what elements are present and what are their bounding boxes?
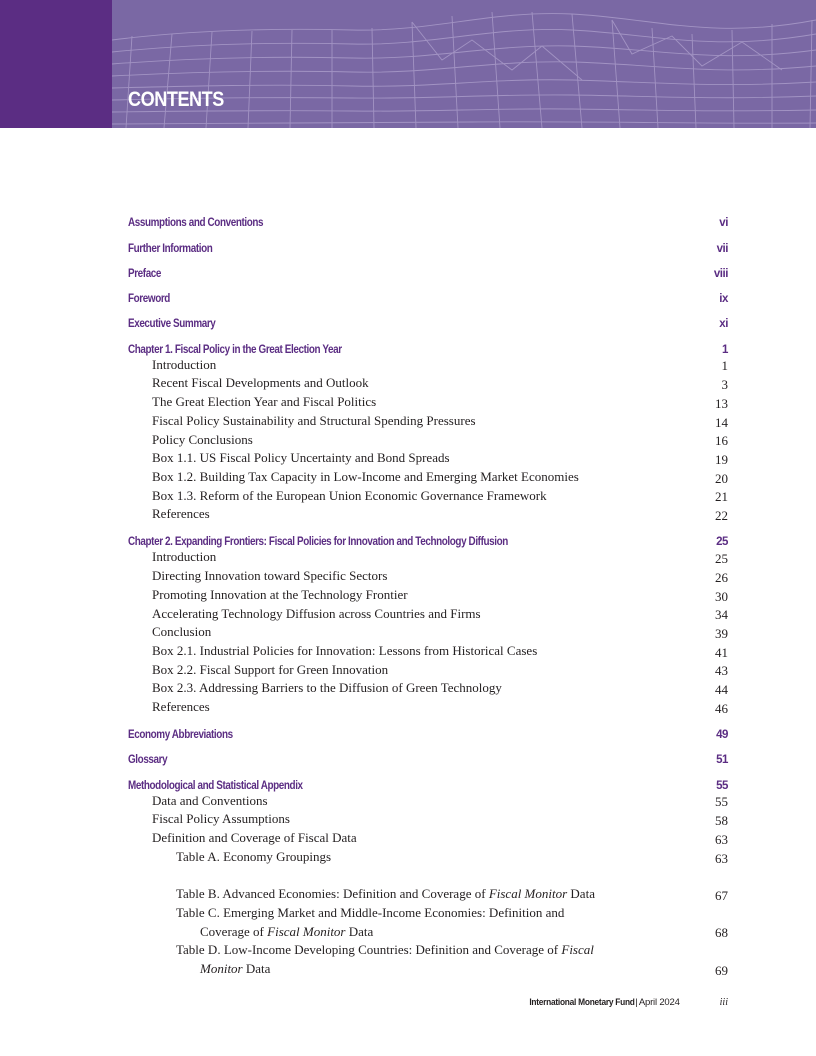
toc-entry-page: 25 xyxy=(716,536,728,549)
toc-entry-title: Executive Summary xyxy=(128,318,216,331)
toc-entry-page: 34 xyxy=(715,607,728,623)
footer-date: April 2024 xyxy=(638,997,680,1008)
page-footer xyxy=(515,997,728,1008)
toc-entry-section[interactable] xyxy=(128,204,728,229)
toc-entry-title: Box 1.1. US Fiscal Policy Uncertainty and Bond Spreads xyxy=(152,450,450,466)
toc-entry-title: References xyxy=(152,506,210,522)
toc-entry[interactable] xyxy=(128,904,728,941)
toc-entry-title: Box 1.3. Reform of the European Union Economic Governance Framework xyxy=(152,487,547,503)
toc-entry-page: 69 xyxy=(715,962,728,978)
banner-accent-block xyxy=(0,0,112,128)
toc-entry-page: 3 xyxy=(721,377,728,393)
toc-entry-section[interactable] xyxy=(128,766,728,791)
toc-entry-title: The Great Election Year and Fiscal Politics xyxy=(152,394,377,410)
toc-entry-title: References xyxy=(152,698,210,714)
toc-entry-title: Glossary xyxy=(128,754,168,767)
toc-entry-title: Box 1.2. Building Tax Capacity in Low-Income and Emerging Market Economies xyxy=(152,468,579,484)
toc-entry-page: 14 xyxy=(715,414,728,430)
toc-entry-title: Fiscal Policy Assumptions xyxy=(152,811,290,827)
toc-entry-page: vii xyxy=(716,242,728,255)
toc-entry[interactable] xyxy=(128,829,728,848)
toc-entry-title: Box 2.3. Addressing Barriers to the Diffusion of Green Technology xyxy=(152,680,502,696)
toc-entry-title: Introduction xyxy=(152,356,217,372)
toc-entry[interactable] xyxy=(128,586,728,605)
toc-entry-section[interactable] xyxy=(128,330,728,355)
toc-entry-page: 58 xyxy=(715,813,728,829)
toc-entry[interactable] xyxy=(128,487,728,506)
toc-entry-title: Directing Innovation toward Specific Sectors xyxy=(152,568,388,584)
toc-entry-title: Further Information xyxy=(128,242,213,255)
toc-entry[interactable] xyxy=(128,792,728,811)
toc-entry-page: 16 xyxy=(715,433,728,449)
footer-page-number: iii xyxy=(719,997,728,1008)
toc-entry[interactable] xyxy=(128,548,728,567)
toc-entry-title: Box 2.1. Industrial Policies for Innovation: Lessons from Historical Cases xyxy=(152,642,538,658)
toc-entry-page: 51 xyxy=(716,754,728,767)
toc-entry-page: 46 xyxy=(715,700,728,716)
toc-entry-title: Methodological and Statistical Appendix xyxy=(128,779,303,792)
toc-entry-page: 44 xyxy=(715,681,728,697)
toc-entry[interactable] xyxy=(128,867,728,904)
table-of-contents xyxy=(128,204,728,979)
toc-entry-page: 13 xyxy=(715,395,728,411)
toc-entry-page: 43 xyxy=(715,663,728,679)
toc-entry-section[interactable] xyxy=(128,229,728,254)
toc-entry-title: Chapter 2. Expanding Frontiers: Fiscal Policies for Innovation and Technology Diffusion xyxy=(128,536,508,549)
toc-entry-page: 55 xyxy=(715,794,728,810)
toc-entry-title: Foreword xyxy=(128,293,170,306)
toc-entry[interactable] xyxy=(128,412,728,431)
toc-entry-title: Chapter 1. Fiscal Policy in the Great Election Year xyxy=(128,343,342,356)
toc-entry-title: Box 2.2. Fiscal Support for Green Innovation xyxy=(152,661,389,677)
toc-entry[interactable] xyxy=(128,505,728,524)
toc-entry-title: Table A. Economy Groupings xyxy=(176,848,332,864)
toc-entry-section[interactable] xyxy=(128,255,728,280)
toc-entry-page: 1 xyxy=(721,358,728,374)
toc-entry-page: xi xyxy=(719,318,728,331)
toc-entry-page: 22 xyxy=(715,507,728,523)
toc-entry-section[interactable] xyxy=(128,305,728,330)
toc-entry-title: Assumptions and Conventions xyxy=(128,217,264,230)
toc-entry[interactable] xyxy=(128,698,728,717)
toc-entry-page: 30 xyxy=(715,588,728,604)
toc-entry[interactable] xyxy=(128,810,728,829)
toc-entry-title: Recent Fiscal Developments and Outlook xyxy=(152,375,369,391)
toc-entry[interactable] xyxy=(128,567,728,586)
toc-entry-title: Economy Abbreviations xyxy=(128,729,233,742)
toc-entry-page: viii xyxy=(713,267,728,280)
toc-entry[interactable] xyxy=(128,848,728,867)
toc-entry-page: 68 xyxy=(715,925,728,941)
toc-entry[interactable] xyxy=(128,623,728,642)
toc-entry-title: Policy Conclusions xyxy=(152,431,253,447)
toc-entry-title: Promoting Innovation at the Technology Frontier xyxy=(152,586,408,602)
toc-entry[interactable] xyxy=(128,468,728,487)
toc-entry-title: Preface xyxy=(128,267,162,280)
footer-organization: International Monetary Fund xyxy=(529,997,635,1008)
toc-entry-page: 1 xyxy=(722,343,728,356)
toc-entry[interactable] xyxy=(128,605,728,624)
footer-separator: | xyxy=(635,997,638,1008)
toc-entry[interactable] xyxy=(128,679,728,698)
toc-entry-page: vi xyxy=(719,217,728,230)
toc-entry-section[interactable] xyxy=(128,741,728,766)
page-title: CONTENTS xyxy=(128,88,224,111)
toc-entry[interactable] xyxy=(128,941,728,978)
toc-entry-page: ix xyxy=(719,293,728,306)
toc-entry-page: 55 xyxy=(716,779,728,792)
toc-entry-page: 63 xyxy=(715,850,728,866)
toc-entry-page: 19 xyxy=(715,451,728,467)
toc-entry-page: 41 xyxy=(715,644,728,660)
toc-entry-title: Introduction xyxy=(152,549,217,565)
toc-entry-section[interactable] xyxy=(128,717,728,742)
toc-entry-page: 20 xyxy=(715,470,728,486)
header-banner xyxy=(0,0,816,128)
toc-entry[interactable] xyxy=(128,356,728,375)
toc-entry-title: Fiscal Policy Sustainability and Structural Spending Pressures xyxy=(152,412,476,428)
toc-entry-page: 25 xyxy=(715,551,728,567)
toc-entry[interactable] xyxy=(128,393,728,412)
toc-entry-title: Data and Conventions xyxy=(152,792,268,808)
toc-entry-page: 21 xyxy=(715,489,728,505)
toc-entry-section[interactable] xyxy=(128,524,728,549)
toc-entry-section[interactable] xyxy=(128,280,728,305)
toc-entry-page: 63 xyxy=(715,831,728,847)
toc-entry[interactable] xyxy=(128,449,728,468)
toc-entry-title: Conclusion xyxy=(152,624,212,640)
toc-entry-title: Table D. Low-Income Developing Countries: Definition and Coverage of Fiscal Monitor Data xyxy=(176,942,594,976)
toc-entry[interactable] xyxy=(128,661,728,680)
toc-entry-page: 39 xyxy=(715,625,728,641)
toc-entry[interactable] xyxy=(128,431,728,450)
toc-entry-title: Table B. Advanced Economies: Definition and Coverage of Fiscal Monitor Data xyxy=(176,886,595,902)
toc-entry-title: Accelerating Technology Diffusion across Countries and Firms xyxy=(152,605,481,621)
toc-entry-title: Table C. Emerging Market and Middle-Income Economies: Definition and Coverage of Fiscal Monitor Data xyxy=(176,904,565,939)
toc-entry[interactable] xyxy=(128,374,728,393)
toc-entry-page: 67 xyxy=(715,887,728,903)
toc-entry-title: Definition and Coverage of Fiscal Data xyxy=(152,830,357,846)
toc-entry-page: 49 xyxy=(716,729,728,742)
toc-entry-page: 26 xyxy=(715,569,728,585)
toc-entry[interactable] xyxy=(128,642,728,661)
